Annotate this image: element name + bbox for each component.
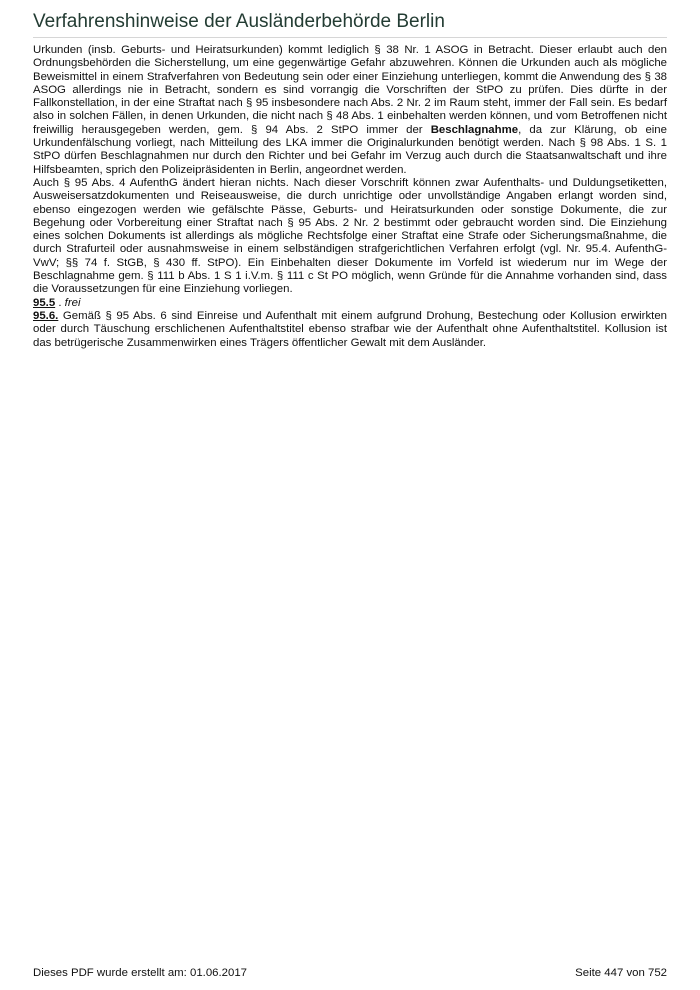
section-95-6 xyxy=(33,310,667,350)
page-header xyxy=(33,10,667,38)
paragraph-urkunden xyxy=(33,44,667,177)
section-status-frei: frei xyxy=(64,296,81,309)
paragraph-einziehung: Auch § 95 Abs. 4 AufenthG ändert hieran nichts. Nach dieser Vorschrift können zwar Aufenthalts- und Duldungsetiketten, Ausweisersatzdokumenten und Reiseausweise, die durch unrichtige oder unvollständige Angaben erlangt worden sind, ebenso eingezogen werden wie gefälschte Pässe, Geburts- und Heiratsurkunden oder sonstige Dokumente, die zur Begehung oder Vorbereitung einer Straftat nach § 95 Abs. 2 Nr. 2 bestimmt oder gebraucht worden sind. Die Einziehung eines solchen Dokuments ist allerdings als mögliche Rechtsfolge einer Straftat eine Strafe oder Sicherungsmaßnahme, die durch Strafurteil oder ausnahmsweise in einem selbständigen strafgerichtlichen Verfahren erfolgt (vgl. Nr. 95.4. AufenthG-VwV; §§ 74 f. StGB, § 430 ff. StPO). Ein Einbehalten dieser Dokumente im Vorfeld ist wiederum nur im Wege der Beschlagnahme gem. § 111 b Abs. 1 S 1 i.V.m. § 111 c St PO möglich, wenn Gründe für die Annahme vorhanden sind, dass die Voraussetzungen für eine Einziehung vorliegen. xyxy=(33,176,667,296)
section-text: Gemäß § 95 Abs. 6 sind Einreise und Aufenthalt mit einem aufgrund Drohung, Bestechung oder Kollusion erwirkten oder durch Täuschung erschlichenen Aufenthaltstitel ebenso strafbar wie der Aufenthalt ohne Aufenthaltstitel. Kollusion ist das betrügerische Zusammenwirken eines Trägers öffentlicher Gewalt mit dem Ausländer. xyxy=(33,309,667,349)
section-separator: . xyxy=(55,296,65,309)
section-ref-95-6: 95.6. xyxy=(33,309,59,322)
footer-page-number: Seite 447 von 752 xyxy=(575,967,667,979)
section-95-5 xyxy=(33,297,667,310)
page-title: Verfahrenshinweise der Ausländerbehörde Berlin xyxy=(33,11,445,32)
section-ref-95-5: 95.5 xyxy=(33,296,56,309)
document-body xyxy=(33,44,667,350)
paragraph-text: , da zur Klärung, ob eine Urkundenfälschung vorliegt, nach Mitteilung des LKA immer die Originalurkunden benötigt werden. Nach § 98 Abs. 1 S. 1 StPO dürfen Beschlagnahmen nur durch den Richter und bei Gefahr im Verzug auch durch die Staatsanwaltschaft und ihre Hilfsbeamten, sprich den Polizeipräsidenten in Berlin, angeordnet werden. xyxy=(33,123,667,176)
footer-created-date: Dieses PDF wurde erstellt am: 01.06.2017 xyxy=(33,967,247,979)
paragraph-text: Urkunden (insb. Geburts- und Heiratsurkunden) kommt lediglich § 38 Nr. 1 ASOG in Betracht. Dieser erlaubt auch den Ordnungsbehörden die Sicherstellung, um eine gegenwärtige Gefahr abzuwehren. Können die Urkunden auch als mögliche Beweismittel in einem Strafverfahren von Bedeutung sein oder einer Einziehung unterliegen, kommt die Anwendung des § 38 ASOG allerdings nie in Betracht, sondern es sind vorrangig die Vorschriften der StPO zu prüfen. Dies dürfte in der Fallkonstellation, in der eine Straftat nach § 95 insbesondere nach Abs. 2 Nr. 2 im Raum steht, immer der Fall sein. Es bedarf also in solchen Fällen, in denen Urkunden, die nicht nach § 48 Abs. 1 einbehalten werden können, und vom Betroffenen nicht freiwillig herausgegeben werden, gem. § 94 Abs. 2 StPO immer der xyxy=(33,44,667,136)
bold-term-beschlagnahme: Beschlagnahme xyxy=(430,123,519,136)
